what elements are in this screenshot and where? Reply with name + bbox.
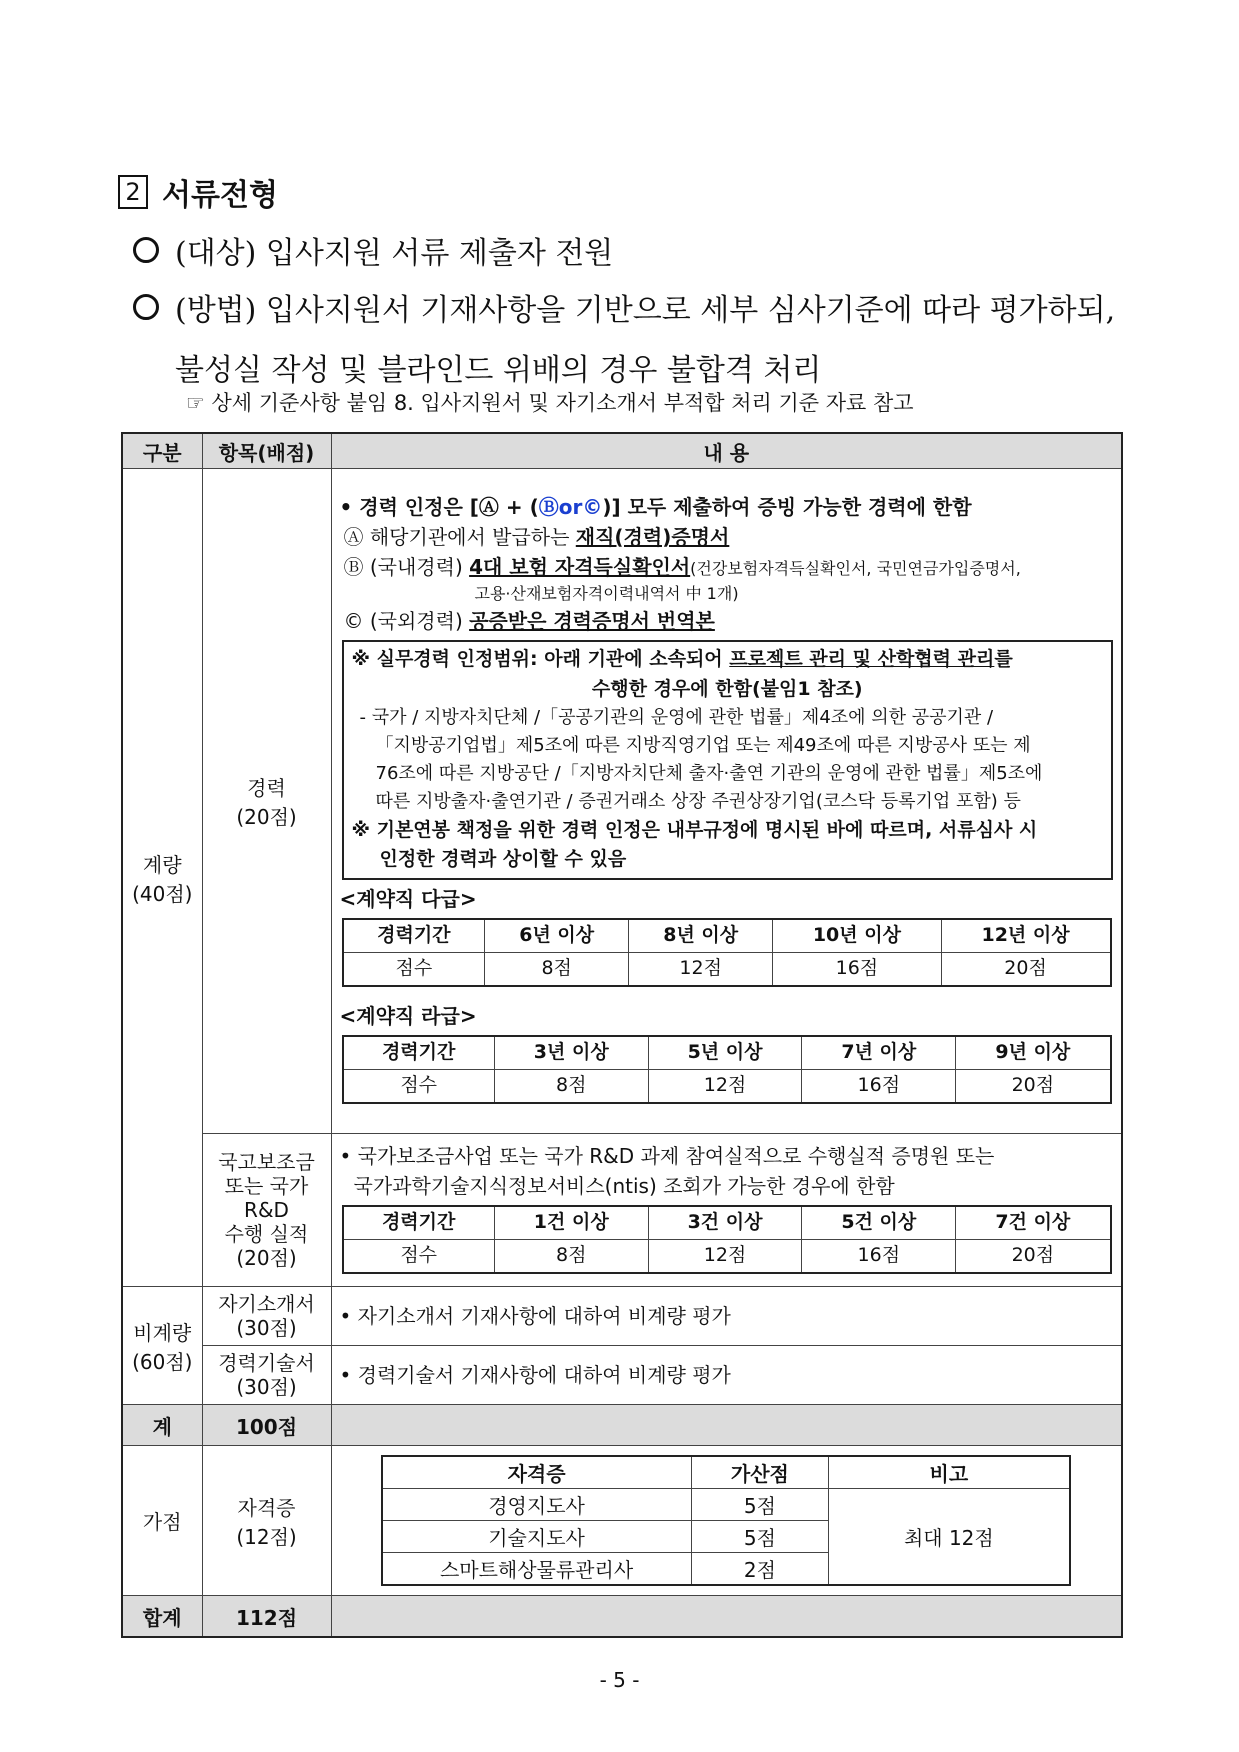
table-row (382, 1456, 1070, 1489)
doc-b-bold: 4대 보험 자격득실확인서 (469, 555, 691, 580)
score-cell: 경력기간 (343, 919, 485, 953)
row-quant-career (122, 469, 1122, 1134)
table-header-row (122, 433, 1122, 469)
score-cell: 5년 이상 (648, 1036, 802, 1070)
career-desc-points: (30점) (236, 1375, 297, 1399)
career-doc-b-cont: 고용·산재보험자격이력내역서 中 1개) (474, 584, 739, 604)
scope-l1-underline: 프로젝트 관리 및 산학협력 관리 (729, 648, 995, 671)
grand-label: 합계 (122, 1596, 202, 1638)
career-desc-label: 경력기술서 (218, 1351, 315, 1375)
table-row (343, 952, 1111, 986)
section-number: 2 (118, 175, 148, 209)
row-nonquant-intro (122, 1287, 1122, 1346)
header-item: 항목(배점) (202, 433, 331, 469)
score-cell: 20점 (941, 952, 1110, 986)
scope-line-3: - 국가 / 지방자치단체 /「공공기관의 운영에 관한 법률」제4조에 의한 공공기관 / (359, 707, 994, 729)
score-cell: 1건 이상 (494, 1206, 648, 1240)
table-row (343, 919, 1111, 953)
score-cell: 12점 (629, 952, 773, 986)
rnd-score-table (342, 1205, 1112, 1274)
table-row (343, 1206, 1111, 1240)
score-cell: 10년 이상 (773, 919, 941, 953)
page-number: - 5 - (599, 1668, 640, 1692)
quant-label-cell (122, 469, 202, 1287)
grade-da-title: <계약직 다급> (339, 886, 477, 911)
rnd-content (331, 1134, 1122, 1287)
rnd-line-2: 국가과학기술지식정보서비스(ntis) 조회가 가능한 경우에 한함 (353, 1173, 895, 1198)
doc-a-prefix: Ⓐ 해당기관에서 발급하는 (343, 525, 576, 550)
score-cell: 점수 (343, 1239, 495, 1273)
total-value: 100점 (202, 1405, 331, 1446)
intro-content: • 자기소개서 기재사항에 대하여 비계량 평가 (331, 1287, 1122, 1346)
table-row (343, 1239, 1111, 1273)
row-nonquant-career (122, 1346, 1122, 1405)
doc-a-bold: 재직(경력)증명서 (575, 525, 730, 550)
intro-label: 자기소개서 (218, 1292, 315, 1316)
bonus-content (331, 1446, 1122, 1596)
cert-remark: 최대 12점 (829, 1489, 1070, 1586)
grade-ra-title: <계약직 라급> (339, 1003, 477, 1028)
intro-label-cell (202, 1287, 331, 1346)
circle-bullet-icon (133, 237, 159, 263)
row-grand-total (122, 1596, 1122, 1638)
cert-header: 비고 (829, 1456, 1070, 1489)
career-intro (340, 492, 1114, 522)
career-desc-label-cell (202, 1346, 331, 1405)
quant-label: 계량 (142, 852, 182, 877)
scope-l1-pre: ※ 실무경력 인정범위: 아래 기관에 소속되어 (351, 648, 730, 671)
score-cell: 16점 (802, 1069, 956, 1103)
score-cell: 경력기간 (343, 1036, 495, 1070)
rnd-label-cell (202, 1134, 331, 1287)
doc-c-prefix: © (국외경력) (343, 609, 470, 634)
scope-line-1 (352, 645, 1104, 674)
doc-c-bold: 공증받은 경력증명서 번역본 (469, 609, 715, 634)
table-row (382, 1489, 1070, 1521)
score-cell: 5건 이상 (802, 1206, 956, 1240)
table-row (343, 1069, 1111, 1103)
score-cell: 7건 이상 (956, 1206, 1111, 1240)
grand-empty (331, 1596, 1122, 1638)
grade-da-table (342, 918, 1112, 987)
grade-ra-table (342, 1035, 1112, 1104)
cert-cell: 기술지도사 (382, 1521, 692, 1553)
rnd-points: (20점) (236, 1246, 297, 1270)
career-doc-b (340, 552, 1114, 582)
scope-line-2: 수행한 경우에 한함(붙임1 참조) (591, 677, 863, 700)
bonus-label: 가점 (122, 1446, 202, 1596)
certificate-table (381, 1455, 1071, 1586)
career-desc-content: • 경력기술서 기재사항에 대하여 비계량 평가 (331, 1346, 1122, 1405)
score-cell: 3건 이상 (648, 1206, 802, 1240)
bullet-method-line1: (방법) 입사지원서 기재사항을 기반으로 세부 심사기준에 따라 평가하되, (175, 293, 1116, 328)
scope-line-4: 「지방공기업법」제5조에 따른 지방직영기업 또는 제49조에 따른 지방공사 또는 제 (375, 735, 1031, 757)
grand-value: 112점 (202, 1596, 331, 1638)
rnd-label-l1: 국고보조금 (218, 1150, 315, 1174)
evaluation-table (121, 432, 1123, 1638)
score-cell: 점수 (343, 1069, 495, 1103)
reference-note: ☞ 상세 기준사항 붙임 8. 입사지원서 및 자기소개서 부적합 처리 기준 자료 참고 (186, 391, 914, 415)
bonus-item: 자격증 (237, 1495, 296, 1520)
score-cell: 12점 (648, 1239, 802, 1273)
scope-l1-post: 를 (994, 648, 1013, 671)
score-cell: 3년 이상 (494, 1036, 648, 1070)
score-cell: 8년 이상 (629, 919, 773, 953)
score-cell: 20점 (956, 1239, 1111, 1273)
rnd-line-1: • 국가보조금사업 또는 국가 R&D 과제 참여실적으로 수행실적 증명원 또는 (339, 1143, 995, 1168)
bullet-method-line2: 불성실 작성 및 블라인드 위배의 경우 불합격 처리 (175, 353, 822, 388)
bullet-method (133, 285, 1115, 389)
score-cell: 경력기간 (343, 1206, 495, 1240)
rnd-label-l3: R&D (244, 1198, 289, 1222)
career-intro-post: )] 모두 제출하여 증빙 가능한 경력에 한함 (602, 495, 972, 520)
cert-cell: 5점 (691, 1489, 829, 1521)
intro-points: (30점) (236, 1316, 297, 1340)
quant-points: (40점) (132, 881, 193, 906)
career-label: 경력 (247, 776, 286, 800)
score-cell: 점수 (343, 952, 485, 986)
bullet-target-text: (대상) 입사지원 서류 제출자 전원 (175, 236, 614, 271)
score-cell: 7년 이상 (802, 1036, 956, 1070)
circle-bullet-icon (133, 294, 159, 320)
nonquant-label-cell (122, 1287, 202, 1405)
score-cell: 8점 (494, 1069, 648, 1103)
score-cell: 12점 (648, 1069, 802, 1103)
nonquant-label: 비계량 (133, 1320, 192, 1345)
cert-cell: 스마트해상물류관리사 (382, 1553, 692, 1586)
career-points: (20점) (236, 805, 297, 829)
total-label: 계 (122, 1405, 202, 1446)
cert-cell: 2점 (691, 1553, 829, 1586)
row-total (122, 1405, 1122, 1446)
score-cell: 6년 이상 (485, 919, 629, 953)
career-label-cell (202, 469, 331, 1134)
career-scope-box (342, 640, 1114, 879)
header-content: 내 용 (331, 433, 1122, 469)
row-quant-rnd (122, 1134, 1122, 1287)
section-title-text: 서류전형 (162, 178, 278, 213)
score-cell: 20점 (956, 1069, 1111, 1103)
scope-line-5: 76조에 따른 지방공단 /「지방자치단체 출자·출연 기관의 운영에 관한 법률」제5조에 (375, 763, 1043, 784)
section-title (118, 170, 278, 214)
career-content (331, 469, 1122, 1134)
score-cell: 9년 이상 (956, 1036, 1111, 1070)
row-bonus (122, 1446, 1122, 1596)
career-intro-pre: • 경력 인정은 [Ⓐ + ( (339, 495, 539, 520)
career-doc-c (340, 606, 1114, 636)
table-row (343, 1036, 1111, 1070)
header-category: 구분 (122, 433, 202, 469)
scope-line-8: 인정한 경력과 상이할 수 있음 (379, 848, 627, 871)
nonquant-points: (60점) (132, 1349, 193, 1374)
scope-line-6: 따른 지방출자·출연기관 / 증권거래소 상장 주권상장기업(코스닥 등록기업 포함) 등 (375, 790, 1021, 812)
bullet-target (133, 228, 613, 272)
score-cell: 16점 (802, 1239, 956, 1273)
cert-cell: 5점 (691, 1521, 829, 1553)
rnd-label-l2: 또는 국가 (224, 1174, 309, 1198)
score-cell: 12년 이상 (941, 919, 1110, 953)
career-intro-bc: Ⓑor© (538, 495, 603, 520)
score-cell: 8점 (494, 1239, 648, 1273)
doc-b-prefix: Ⓑ (국내경력) (343, 555, 470, 580)
bonus-item-cell (202, 1446, 331, 1596)
rnd-label-l4: 수행 실적 (224, 1222, 309, 1246)
cert-cell: 경영지도사 (382, 1489, 692, 1521)
career-doc-a (340, 522, 1114, 552)
score-cell: 16점 (773, 952, 941, 986)
doc-b-small: (건강보험자격득실확인서, 국민연금가입증명서, (690, 559, 1021, 579)
cert-header: 자격증 (382, 1456, 692, 1489)
scope-line-7: ※ 기본연봉 책정을 위한 경력 인정은 내부규정에 명시된 바에 따르며, 서류심사 시 (351, 818, 1038, 841)
total-empty (331, 1405, 1122, 1446)
cert-header: 가산점 (691, 1456, 829, 1489)
score-cell: 8점 (485, 952, 629, 986)
bonus-points: (12점) (236, 1524, 297, 1549)
